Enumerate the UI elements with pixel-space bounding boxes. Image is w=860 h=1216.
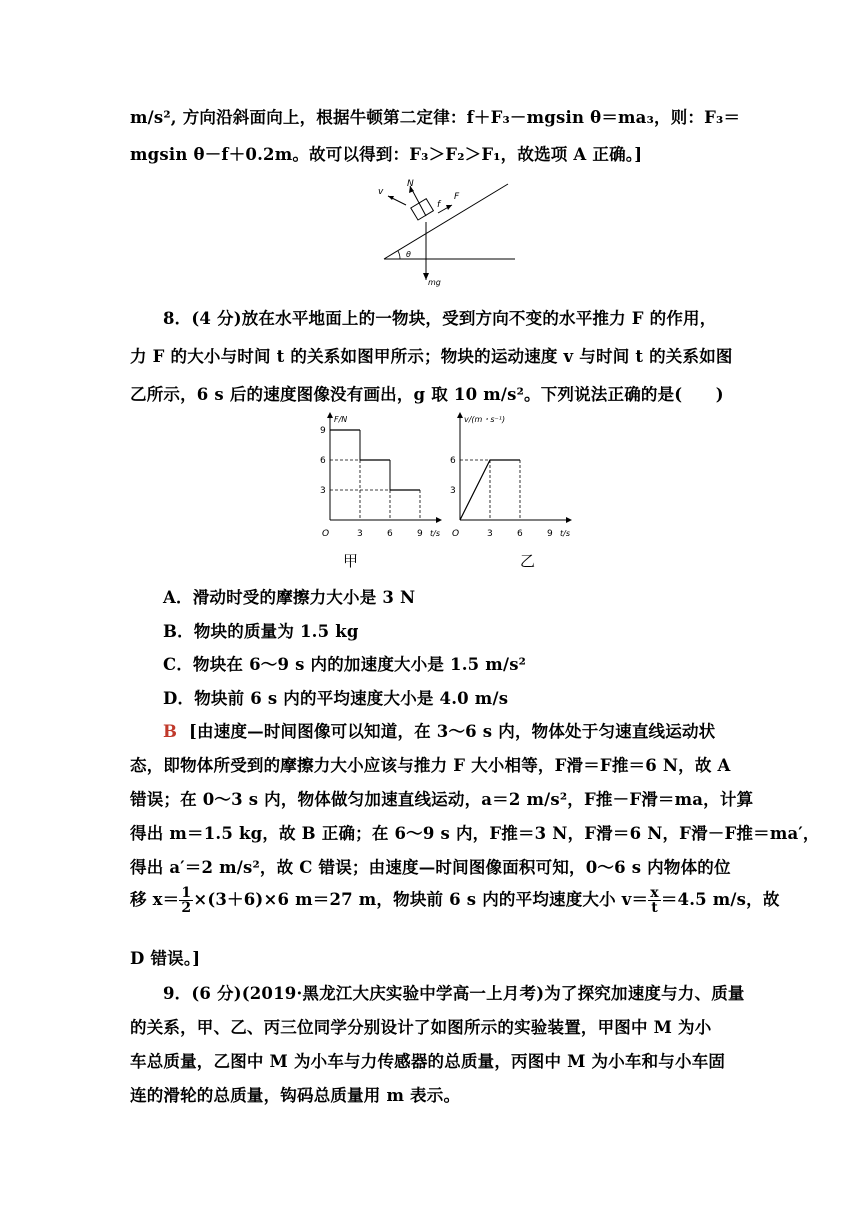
y-axis-label: v/(m・s⁻¹) (464, 415, 506, 424)
y-axis-arrow (457, 412, 463, 418)
label-theta: θ (406, 250, 411, 259)
label-N: N (407, 179, 414, 189)
q9-stem-4: 连的滑轮的总质量，钩码总质量用 m 表示。 (130, 1086, 461, 1105)
explanation-line-2: 态，即物体所受到的摩擦力大小应该与推力 F 大小相等，F滑＝F推＝6 N，故 A (130, 756, 731, 775)
q9-stem-1: 9．(6 分)(2019·黑龙江大庆实验中学高一上月考)为了探究加速度与力、质量 (163, 984, 745, 1003)
q9-stem-3: 车总质量，乙图中 M 为小车与力传感器的总质量，丙图中 M 为小车和与小车固 (130, 1052, 726, 1071)
option-a: A．滑动时受的摩擦力大小是 3 N (163, 588, 416, 607)
option-d: D．物块前 6 s 内的平均速度大小是 4.0 m/s (163, 689, 509, 708)
x-axis-label: t/s (430, 529, 440, 538)
y-tick-label: 3 (450, 486, 456, 496)
x-tick-label: 9 (547, 529, 553, 539)
explanation-line-3: 错误；在 0～3 s 内，物体做匀加速直线运动，a＝2 m/s²，F推－F滑＝ma，计算 (130, 790, 754, 809)
label-f: f (437, 200, 441, 210)
x-tick-label: 6 (517, 529, 523, 539)
x-axis-label: t/s (560, 529, 570, 538)
x-axis-arrow (566, 517, 572, 523)
q8-stem-2: 力 F 的大小与时间 t 的关系如图甲所示；物块的运动速度 v 与时间 t 的关系如图 (130, 347, 733, 366)
theta-arc (398, 251, 400, 259)
prev-answer-line-1: m/s², 方向沿斜面向上，根据牛顿第二定律：f＋F₃－mgsin θ＝ma₃，则：F₃＝ (130, 108, 741, 127)
y-tick-label: 9 (320, 426, 326, 436)
q9-stem-2: 的关系，甲、乙、丙三位同学分别设计了如图所示的实验装置，甲图中 M 为小 (130, 1018, 712, 1037)
explanation-line-5: 得出 a′＝2 m/s²，故 C 错误；由速度—时间图像面积可知，0～6 s 内物体的位 (130, 858, 731, 877)
y-tick-label: 3 (320, 486, 326, 496)
q8-stem-1: 8．(4 分)放在水平地面上的一物块，受到方向不变的水平推力 F 的作用， (163, 309, 717, 328)
prev-answer-line-2: mgsin θ－f＋0.2m。故可以得到：F₃＞F₂＞F₁，故选项 A 正确。] (130, 145, 643, 164)
fraction-x-over-t: $\frac{x}{t}$ (650, 885, 659, 916)
fraction-half: $\frac{1}{2}$ (181, 885, 192, 916)
incline-force-diagram (370, 172, 520, 292)
q8-stem-3: 乙所示，6 s 后的速度图像没有画出，g 取 10 m/s²。下列说法正确的是( ) (130, 385, 724, 404)
x-tick-label: 9 (417, 529, 423, 539)
chart-caption-jia: 甲 (343, 552, 359, 570)
label-mg: mg (428, 278, 441, 287)
chart-velocity-vs-time (440, 410, 580, 540)
option-c: C．物块在 6～9 s 内的加速度大小是 1.5 m/s² (163, 655, 527, 674)
incline-line (384, 184, 508, 259)
x-tick-label: 6 (387, 529, 393, 539)
y-axis-arrow (327, 412, 333, 418)
x-tick-label: 3 (487, 529, 493, 539)
origin-label: O (452, 529, 460, 539)
x-tick-label: 3 (357, 529, 363, 539)
chart-force-vs-time (310, 410, 450, 540)
y-tick-label: 6 (450, 456, 456, 466)
origin-label: O (322, 529, 330, 539)
label-v: v (378, 187, 384, 197)
answer-line-1 (163, 718, 715, 742)
explanation-line-1: [由速度—时间图像可以知道，在 3～6 s 内，物体处于匀速直线运动状 (189, 722, 716, 741)
y-axis-label: F/N (334, 415, 348, 424)
label-F: F (454, 192, 460, 202)
chart-caption-yi: 乙 (520, 552, 536, 570)
explanation-line-4: 得出 m＝1.5 kg，故 B 正确；在 6～9 s 内，F推＝3 N，F滑＝6 N，F滑－F推＝ma′， (130, 824, 820, 843)
explanation-line-7: D 错误。] (130, 949, 201, 968)
explanation-line-6: 移 x＝ $\frac{1}{2}$ ×(3＋6)×6 m＝27 m，物块前 6 s 内的平均速度大小 v＝ $\frac{x}{t}$ ＝4.5 m/s，故 (130, 885, 780, 916)
y-tick-label: 6 (320, 456, 326, 466)
option-b: B．物块的质量为 1.5 kg (163, 622, 359, 641)
answer-letter: B (163, 722, 178, 741)
